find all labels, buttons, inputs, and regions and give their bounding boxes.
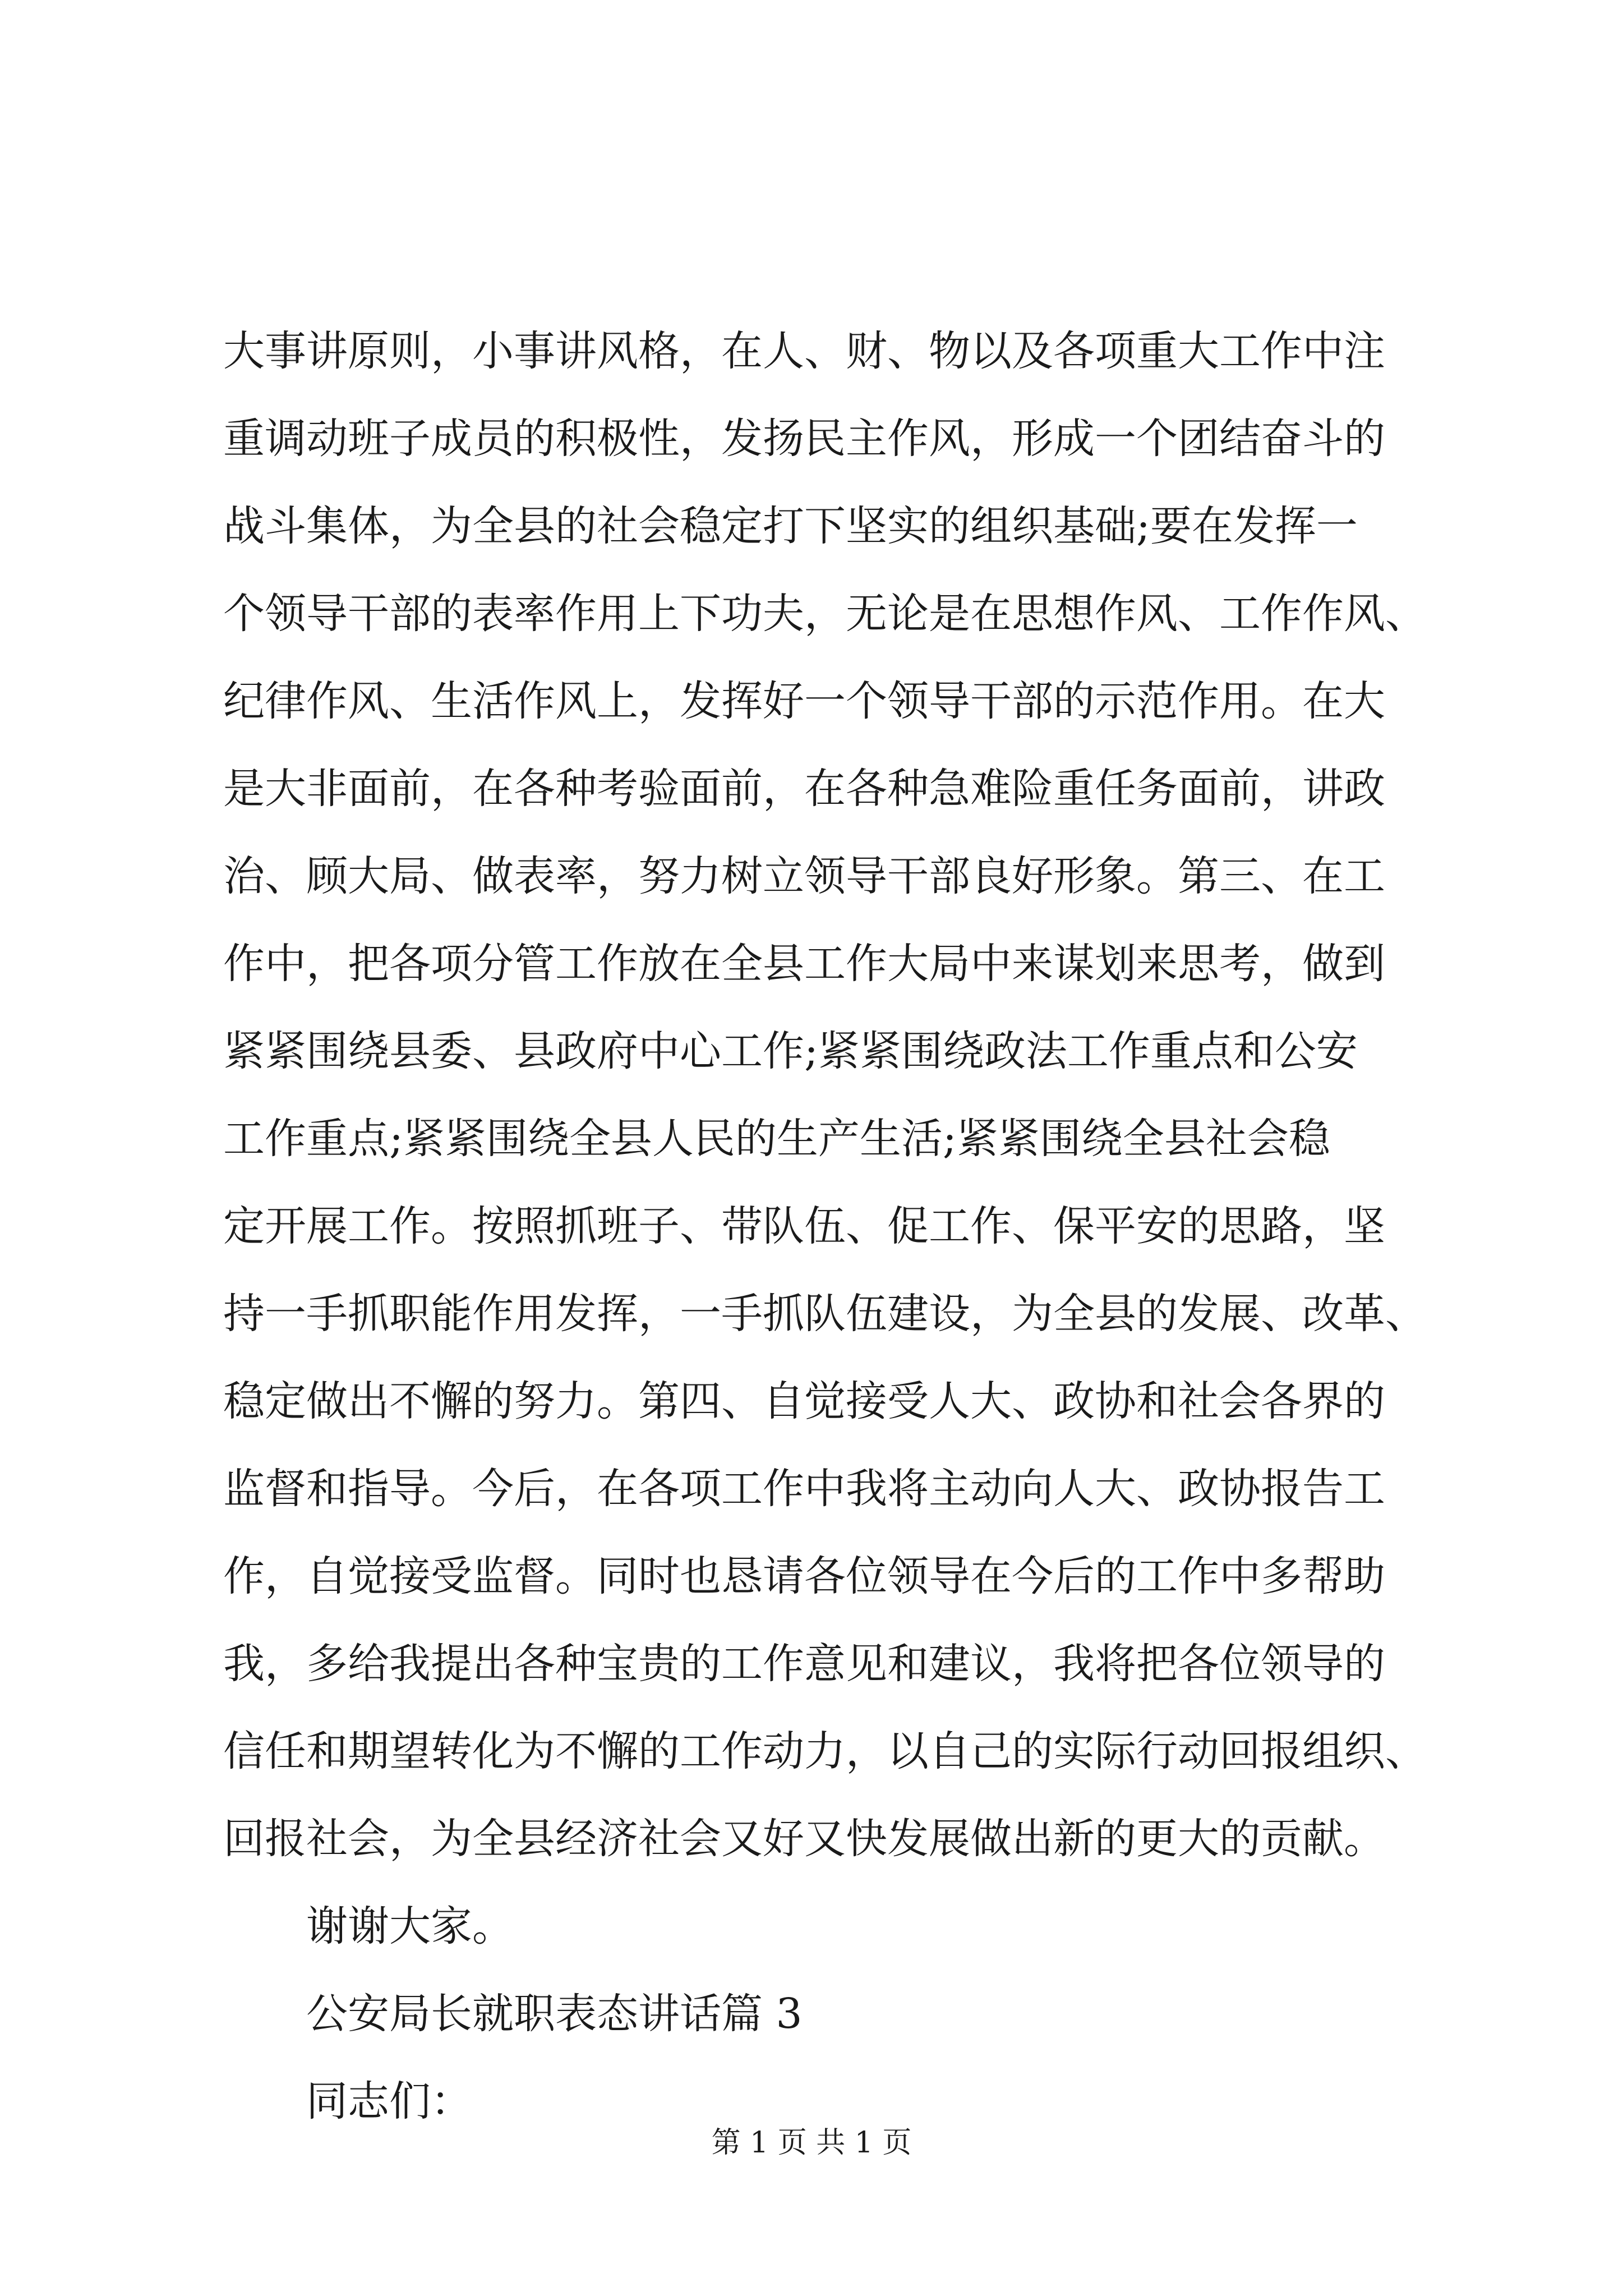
- paragraph-line: 工作重点;紧紧围绕全县人民的生产生活;紧紧围绕全县社会稳: [223, 1115, 1330, 1163]
- paragraph-line: 紧紧围绕县委、县政府中心工作;紧紧围绕政法工作重点和公安: [223, 1027, 1358, 1075]
- document-body: [223, 307, 1427, 2145]
- paragraph-line: 治、顾大局、做表率，努力树立领导干部良好形象。第三、在工: [223, 852, 1385, 900]
- paragraph-line: 个领导干部的表率作用上下功夫，无论是在思想作风、工作作风、: [223, 590, 1427, 638]
- paragraph-line: 战斗集体，为全县的社会稳定打下坚实的组织基础;要在发挥一: [223, 502, 1358, 550]
- paragraph-line: 纪律作风、生活作风上，发挥好一个领导干部的示范作用。在大: [223, 677, 1385, 725]
- paragraph-line: 稳定做出不懈的努力。第四、自觉接受人大、政协和社会各界的: [223, 1377, 1385, 1425]
- paragraph-line: 信任和期望转化为不懈的工作动力，以自己的实际行动回报组织、: [223, 1727, 1427, 1775]
- paragraph-line: 回报社会，为全县经济社会又好又快发展做出新的更大的贡献。: [223, 1815, 1385, 1863]
- paragraph-line: 大事讲原则，小事讲风格，在人、财、物以及各项重大工作中注: [223, 327, 1385, 375]
- paragraph-line: 监督和指导。今后，在各项工作中我将主动向人大、政协报告工: [223, 1465, 1385, 1513]
- salutation: 同志们：: [306, 2077, 472, 2125]
- paragraph-line: 作中，把各项分管工作放在全县工作大局中来谋划来思考，做到: [223, 940, 1385, 988]
- paragraph-line: 重调动班子成员的积极性，发扬民主作风，形成一个团结奋斗的: [223, 415, 1385, 463]
- thanks-line: 谢谢大家。: [306, 1902, 514, 1950]
- paragraph-line: 是大非面前，在各种考验面前，在各种急难险重任务面前，讲政: [223, 765, 1385, 813]
- paragraph-line: 定开展工作。按照抓班子、带队伍、促工作、保平安的思路，坚: [223, 1202, 1385, 1250]
- paragraph-line: 作，自觉接受监督。同时也恳请各位领导在今后的工作中多帮助: [223, 1552, 1385, 1600]
- page-footer: 第 1 页 共 1 页: [711, 2126, 912, 2160]
- paragraph-line: 持一手抓职能作用发挥，一手抓队伍建设，为全县的发展、改革、: [223, 1290, 1427, 1338]
- paragraph-line: 我，多给我提出各种宝贵的工作意见和建议，我将把各位领导的: [223, 1640, 1385, 1688]
- section-title: 公安局长就职表态讲话篇 3: [306, 1990, 803, 2038]
